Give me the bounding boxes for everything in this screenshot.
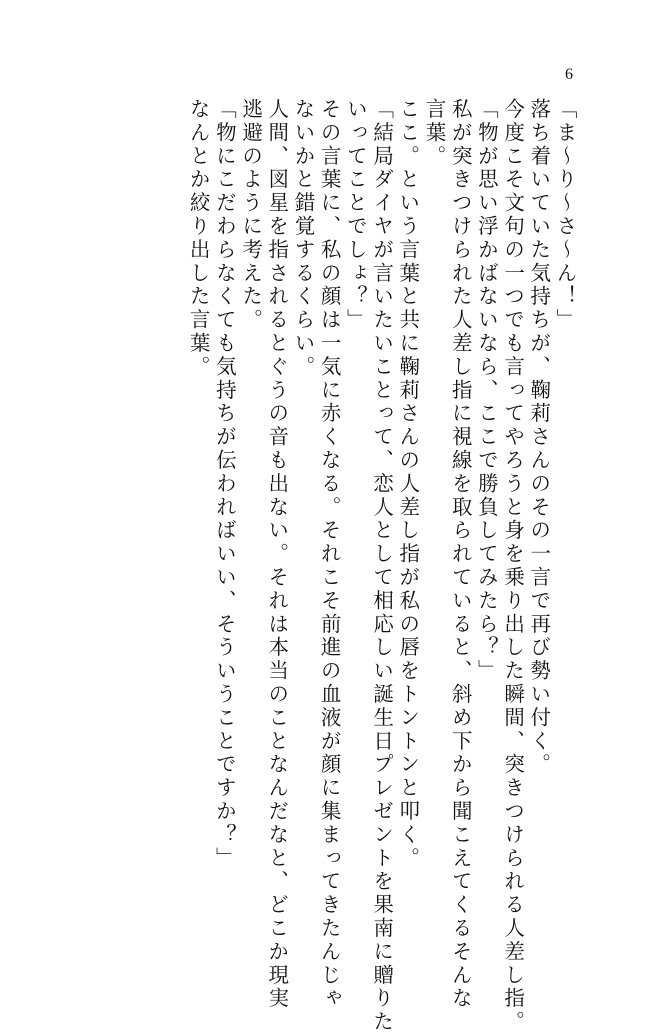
text-line: 「物にこだわらなくても気持ちが伝わればいい、そういうことですか？」 <box>212 98 237 871</box>
text-line: その言葉に、私の顔は一気に赤くなる。それこそ前進の血液が顔に集まってきたんじゃ <box>317 98 342 1011</box>
text-line: 「物が思い浮かばないなら、ここで勝負してみたら？」 <box>474 98 499 683</box>
text-line: 人間、図星を指されるとぐうの音も出ない。それは本当のことなんだなと、どこか現実 <box>264 98 289 1011</box>
text-line: 私が突きつけられた人差し指に視線を取られていると、斜め下から聞こえてくるそんな <box>448 98 473 1011</box>
vertical-text-body <box>138 98 578 1034</box>
text-line: 「結局ダイヤが言いたいことって、恋人として相応しい誕生日プレゼントを果南に贈りた <box>369 98 394 1034</box>
text-line: ここ。という言葉と共に鞠莉さんの人差し指が私の唇をトントンと叩く。 <box>395 98 420 871</box>
text-line: 「ま〜り〜さ〜ん！」 <box>553 98 577 332</box>
page-number: 6 <box>565 66 573 83</box>
text-line: 今度こそ文句の一つでも言ってやろうと身を乗り出した瞬間、突きつけられる人差し指。 <box>500 98 525 1034</box>
text-line: ないかと錯覚するくらい。 <box>290 98 315 379</box>
text-line: 落ち着いていた気持ちが、鞠莉さんのその一言で再び勢い付く。 <box>526 98 551 777</box>
text-line: なんとか絞り出した言葉。 <box>186 98 211 379</box>
text-line: 逃避のように考えた。 <box>238 98 263 332</box>
text-line: いってことでしょ？」 <box>343 98 368 332</box>
text-line: 言葉。 <box>421 98 446 169</box>
